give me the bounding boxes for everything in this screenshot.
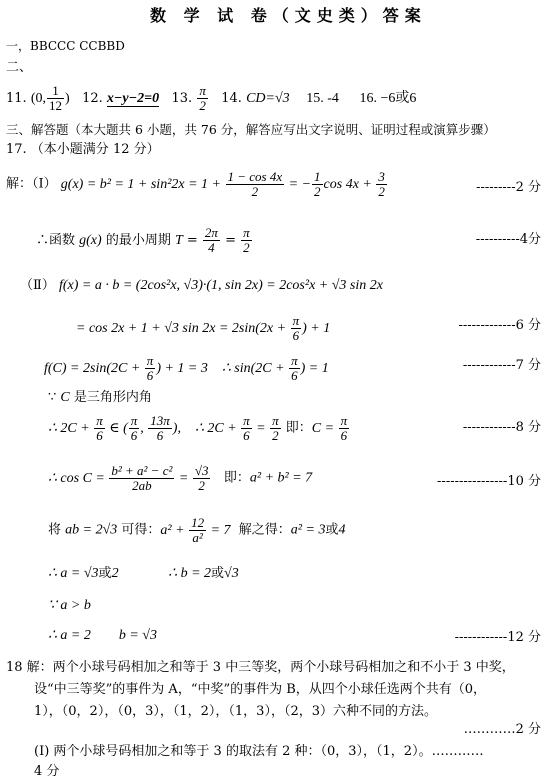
q14-label: 14.	[221, 91, 242, 106]
q12-answer: x−y−2=0	[106, 91, 160, 106]
q17-line3: （Ⅱ） f(x) = a · b = (2cos²x, √3)·(1, sin 2x) = 2cos²x + √3 sin 2x	[20, 278, 383, 293]
part1-label: 解：（Ⅰ）	[6, 176, 57, 192]
page-title: 数 学 试 卷（文史类）答案	[150, 6, 427, 25]
q17-line9: 将 ab = 2√3 可得：a² + $\frac{12}{\text{a²}}$ = 7 解之得：a² = 3或4	[48, 515, 346, 545]
section2-heading: 二、	[6, 60, 33, 75]
q17-line11: ∵ a > b	[48, 598, 91, 613]
q17-line6: ∵ C 是三角形内角	[48, 390, 152, 405]
q17-line1	[6, 170, 388, 199]
q17-line7-score: ------------8 分	[462, 420, 541, 435]
section1-answers: 一，BBCCC CCBBD	[6, 39, 125, 53]
q17-line1-score: ---------2 分	[476, 180, 541, 195]
q11-answer: (0, $\frac{1}{12}$ )	[30, 83, 70, 114]
q17-line2: ∴函数 g(x) 的最小周期 T = $\frac{2\pi}{4}$ = $\frac{\pi}{2}$	[36, 225, 250, 255]
q17-line8: ∴ cos C = $\frac{\text{b² + a² − c²}}{2ab}$ = $\frac{√3}{2}$ 即：a² + b² = 7	[48, 463, 313, 493]
section3-heading: 三、解答题（本大题共 6 小题，共 76 分，解答应写出文字说明、证明过程或演算步骤）	[6, 122, 496, 137]
q18-line6: 4 分	[34, 764, 60, 779]
q16-answer: 16. −6或6	[359, 91, 417, 106]
q13-answer: $\frac{\pi}{2}$	[199, 83, 206, 113]
q17-line4-score: -------------6 分	[458, 318, 541, 333]
q18-line4: …………2 分	[463, 722, 541, 737]
q17-line12-score: ------------12 分	[454, 630, 541, 645]
q17-line1-formula: g(x) = b² = 1 + sin²2x = 1 + $\frac{1 - \cos 4x}{2}$ = − $\frac{1}{2}$ cos 4x + $\frac{3}{2}$	[60, 169, 385, 199]
q15-answer: 15. -4	[306, 91, 339, 106]
q18-line2: 设“中三等奖”的事件为 A，“中奖”的事件为 B，从四个小球任选两个共有（0，	[34, 682, 487, 697]
q17-header: 17. （本小题满分 12 分）	[6, 142, 160, 157]
q17-line7: ∴ 2C + $\frac{\pi}{6}$ ∈ ( $\frac{\pi}{6}$ , $\frac{13\pi}{6}$ ), ∴ 2C + $\frac{\pi}{6}$ = $\frac{\pi}{2}$ 即：C = $\frac{\pi}{6}$	[48, 413, 348, 443]
q18-line5: (I) 两个小球号码相加之和等于 3 的取法有 2 种：（0，3），（1，2）。…………	[34, 744, 484, 759]
q13-label: 13.	[171, 91, 193, 106]
q17-line8-score: ----------------10 分	[437, 474, 541, 489]
q17-line10: ∴ a = √3或2 ∴ b = 2或√3	[48, 566, 239, 581]
q17-line5: f(C) = 2sin(2C + $\frac{\pi}{6}$ ) + 1 = 3 ∴ sin(2C + $\frac{\pi}{6}$ ) = 1	[44, 353, 329, 383]
q18-line3: 1），（0，2），（0，3），（1，2），（1，3），（2，3）六种不同的方法。	[34, 704, 437, 719]
q17-line12: ∴ a = 2 b = √3	[48, 628, 157, 643]
q17-line5-score: ------------7 分	[462, 358, 541, 373]
q12-label: 12.	[82, 91, 103, 106]
fill-in-row	[6, 84, 416, 114]
q18-line1: 18 解：两个小球号码相加之和等于 3 中三等奖，两个小球号码相加之和不小于 3 中奖，	[6, 660, 515, 675]
q11-label: 11.	[6, 91, 27, 106]
q17-line2-score: ----------4分	[475, 232, 541, 247]
q17-line4: = cos 2x + 1 + √3 sin 2x = 2sin(2x + $\frac{\pi}{6}$ ) + 1	[76, 313, 331, 343]
q14-answer: CD=√3	[246, 91, 290, 106]
part2-label: （Ⅱ）	[20, 278, 55, 293]
